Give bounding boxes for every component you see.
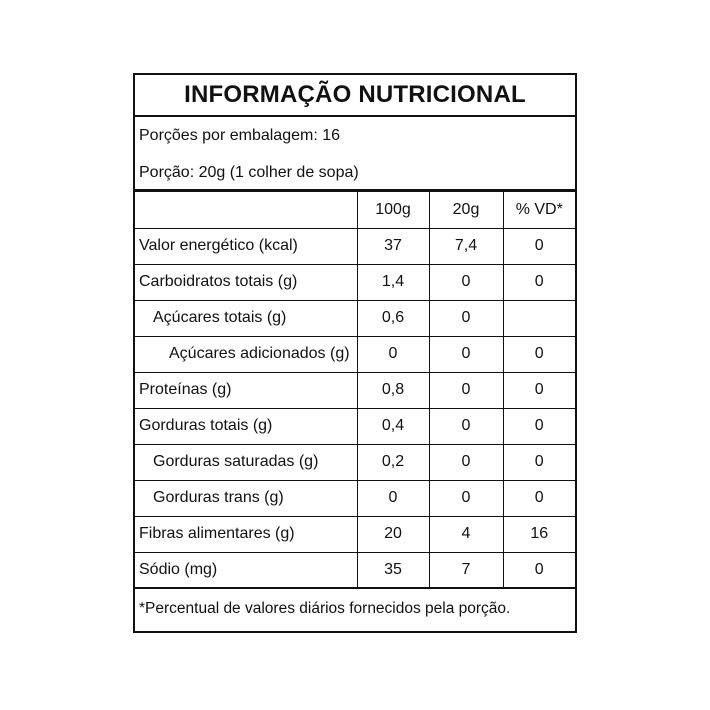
- value-20g: 0: [429, 444, 503, 480]
- header-label-cell: [135, 192, 357, 228]
- table-body: [135, 228, 575, 588]
- nutrient-label: Gorduras totais (g): [135, 408, 357, 444]
- nutrient-label: Gorduras saturadas (g): [135, 444, 357, 480]
- panel-title: INFORMAÇÃO NUTRICIONAL: [135, 75, 575, 117]
- value-vd: [503, 300, 575, 336]
- value-vd: 0: [503, 228, 575, 264]
- nutrient-label: Carboidratos totais (g): [135, 264, 357, 300]
- value-100g: 0,4: [357, 408, 429, 444]
- value-vd: 0: [503, 372, 575, 408]
- table-header-row: [135, 192, 575, 228]
- nutrition-facts-panel: [133, 73, 577, 633]
- portion-size: Porção: 20g (1 colher de sopa): [139, 164, 359, 181]
- value-vd: 0: [503, 552, 575, 588]
- table-row: [135, 516, 575, 552]
- value-20g: 0: [429, 264, 503, 300]
- value-vd: 0: [503, 480, 575, 516]
- value-20g: 0: [429, 372, 503, 408]
- servings-per-package: Porções por embalagem: 16: [139, 127, 340, 144]
- value-vd: 16: [503, 516, 575, 552]
- table-row: [135, 264, 575, 300]
- serving-info: [135, 117, 575, 192]
- nutrient-label: Valor energético (kcal): [135, 228, 357, 264]
- nutrient-label: Fibras alimentares (g): [135, 516, 357, 552]
- value-vd: 0: [503, 264, 575, 300]
- value-100g: 1,4: [357, 264, 429, 300]
- nutrient-label: Proteínas (g): [135, 372, 357, 408]
- nutrient-label: Açúcares adicionados (g): [135, 336, 357, 372]
- table-row: [135, 300, 575, 336]
- nutrient-label: Açúcares totais (g): [135, 300, 357, 336]
- table-row: [135, 444, 575, 480]
- header-100g: 100g: [357, 192, 429, 228]
- nutrient-label: Gorduras trans (g): [135, 480, 357, 516]
- table-row: [135, 552, 575, 588]
- value-vd: 0: [503, 336, 575, 372]
- value-vd: 0: [503, 444, 575, 480]
- value-20g: 4: [429, 516, 503, 552]
- value-100g: 0,8: [357, 372, 429, 408]
- value-20g: 0: [429, 480, 503, 516]
- header-vd: % VD*: [503, 192, 575, 228]
- value-20g: 0: [429, 336, 503, 372]
- value-vd: 0: [503, 408, 575, 444]
- table-row: [135, 228, 575, 264]
- value-100g: 0: [357, 336, 429, 372]
- value-20g: 7,4: [429, 228, 503, 264]
- value-100g: 0,2: [357, 444, 429, 480]
- footnote: *Percentual de valores diários fornecidos pela porção.: [139, 600, 511, 617]
- nutrition-table: [135, 192, 575, 589]
- table-row: [135, 372, 575, 408]
- header-20g: 20g: [429, 192, 503, 228]
- table-row: [135, 480, 575, 516]
- value-100g: 37: [357, 228, 429, 264]
- value-100g: 20: [357, 516, 429, 552]
- table-row: [135, 408, 575, 444]
- nutrient-label: Sódio (mg): [135, 552, 357, 588]
- value-20g: 0: [429, 408, 503, 444]
- value-20g: 7: [429, 552, 503, 588]
- table-row: [135, 336, 575, 372]
- value-20g: 0: [429, 300, 503, 336]
- value-100g: 0,6: [357, 300, 429, 336]
- value-100g: 35: [357, 552, 429, 588]
- value-100g: 0: [357, 480, 429, 516]
